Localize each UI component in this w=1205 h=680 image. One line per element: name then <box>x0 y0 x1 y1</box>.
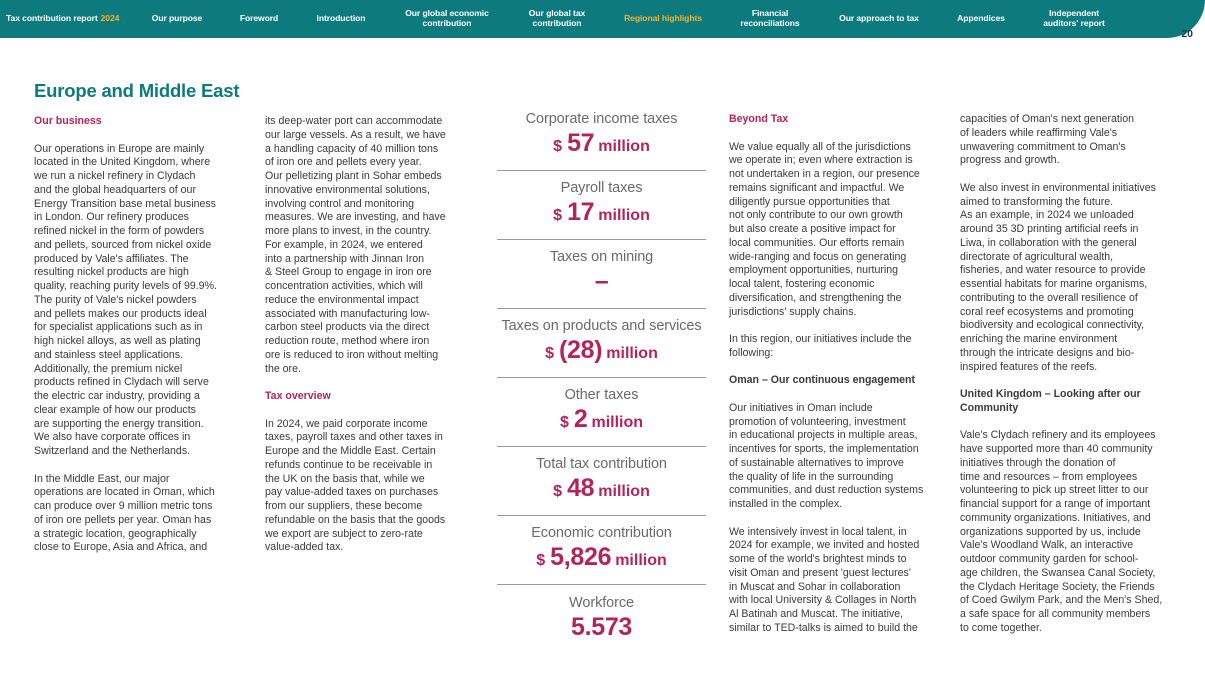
text-line: are supporting the energy transition. <box>34 417 204 430</box>
key-figures-panel <box>497 102 706 654</box>
text-line: resulting nickel products are high <box>34 266 189 279</box>
our-business-column <box>34 115 246 555</box>
figure-label: Taxes on products and services <box>501 318 702 334</box>
nav-label: Our global tax <box>528 7 586 18</box>
page-title: Europe and Middle East <box>34 80 240 101</box>
nav-financial-reconciliations[interactable] <box>724 0 816 36</box>
figure-label: Total tax contribution <box>536 456 667 472</box>
figure-currency: $ <box>545 345 555 362</box>
figure-workforce <box>497 585 706 654</box>
nav-label: contribution <box>532 18 582 28</box>
text-line: and the global headquarters of our <box>34 183 196 196</box>
nav-label: Appendices <box>957 12 1005 23</box>
text-line: some of the world's brightest minds to <box>729 553 907 565</box>
figure-currency: $ <box>536 552 546 569</box>
nav-regional-highlights[interactable] <box>612 0 714 36</box>
figure-payroll-taxes <box>497 171 706 240</box>
oman-engagement-heading: Oman – Our continuous engagement <box>729 374 916 387</box>
figure-number: – <box>594 267 609 295</box>
text-line: Vale's Clydach refinery and its employees <box>960 429 1156 442</box>
text-line: incentives for sports, the implementation <box>729 443 919 455</box>
text-line: communities, and dust reduction systems <box>729 484 924 497</box>
text-line: refundable on the basis that the goods <box>265 513 446 526</box>
nav-label: Regional highlights <box>624 12 702 23</box>
text-line: can produce over 9 million metric tons <box>34 500 213 512</box>
clydach-community-paragraph <box>960 429 1175 635</box>
text-line: community organizations. Initiatives, and <box>960 511 1151 524</box>
nav-global-tax-contribution[interactable] <box>510 0 604 36</box>
figure-currency: $ <box>553 483 563 500</box>
text-line: in educational projects in multiple areas, <box>729 429 918 442</box>
figure-economic-contribution <box>497 516 706 585</box>
text-line: with local University & Collages in North <box>729 594 917 607</box>
figure-value <box>595 266 609 300</box>
text-line: we operate in; even where extraction is <box>729 154 913 167</box>
text-line: reduce the environmental impact <box>265 293 419 306</box>
figure-other-taxes <box>497 378 706 447</box>
text-line: Switzerland and the Netherlands. <box>34 445 191 457</box>
report-year: 2024 <box>100 12 120 23</box>
text-line: value-added tax. <box>265 541 344 554</box>
report-title-text: Tax contribution report <box>6 12 98 23</box>
text-line: similar to TED-talks is aimed to build the <box>729 621 918 634</box>
figure-unit: million <box>598 207 650 224</box>
region-initiatives-intro <box>729 333 939 361</box>
text-line: the electric car industry, providing a <box>34 390 200 402</box>
our-business-heading: Our business <box>34 115 102 127</box>
text-line: Energy Transition base metal business <box>34 197 216 210</box>
text-line: diversification, and strengthening the <box>729 291 902 304</box>
text-line: For example, in 2024, we entered <box>265 238 423 251</box>
figure-unit: million <box>598 483 650 500</box>
text-line: and stainless steel applications. <box>34 348 183 361</box>
text-line: for specialist applications such as in <box>34 321 203 334</box>
page-number: 20 <box>1181 28 1193 40</box>
text-line: Our initiatives in Oman include <box>729 401 873 414</box>
text-line: time and resources – from employees <box>960 470 1138 483</box>
text-line: not undertaken in a region, our presence <box>729 168 920 180</box>
text-line: biodiversity and ecological connectivity, <box>960 319 1145 332</box>
text-line: Our pelletizing plant in Sohar embeds <box>265 170 442 182</box>
text-line: coral reef ecosystems and promoting <box>960 305 1134 318</box>
text-line: In this region, our initiatives include the <box>729 333 912 345</box>
text-line: employment opportunities, nurturing <box>729 264 899 277</box>
text-line: aimed to transforming the future. <box>960 195 1114 208</box>
text-line: of Coed Gwilym Park, and the Men's Shed, <box>960 594 1163 607</box>
text-line: more plans to invest, in the country. <box>265 225 432 237</box>
figure-value <box>553 473 650 507</box>
text-line: we run a nickel refinery in Clydach <box>34 170 196 182</box>
nav-label: Financial <box>751 7 789 18</box>
figure-label: Workforce <box>569 594 634 611</box>
figure-currency: $ <box>553 207 563 224</box>
figure-value <box>571 612 632 646</box>
nav-label: Independent <box>1049 7 1099 18</box>
text-line: We also invest in environmental initiatives <box>960 181 1156 194</box>
text-line: in Muscat and Sohar in collaboration <box>729 580 901 593</box>
text-line: inspired features of the reefs. <box>960 360 1098 373</box>
figure-number: 57 <box>567 129 595 157</box>
text-line: local talent, fostering economic <box>729 278 875 290</box>
figure-value <box>553 128 650 162</box>
text-line: of iron ore pellets per year. Oman has <box>34 513 212 526</box>
text-line: taxes, payroll taxes and other taxes in <box>265 431 443 444</box>
text-line: diligently pursue opportunities that <box>729 195 890 208</box>
text-line: pay value-added taxes on purchases <box>265 486 439 499</box>
uk-community-heading <box>960 388 1175 416</box>
nav-label: Our global economic <box>405 7 489 18</box>
nav-label: auditors' report <box>1043 18 1105 28</box>
text-line: our large vessels. As a result, we have <box>265 128 446 141</box>
text-line: We intensively invest in local talent, in <box>729 525 907 538</box>
text-line: visit Oman and present 'guest lectures' <box>729 566 911 579</box>
figure-number: 5.573 <box>570 612 633 641</box>
text-line: capacities of Oman's next generation <box>960 113 1134 125</box>
text-line: to come together. <box>960 621 1042 634</box>
text-line: progress and growth. <box>960 154 1060 167</box>
text-line: ore is reduced to iron without melting <box>265 348 439 361</box>
top-navigation-bar <box>0 0 1205 38</box>
text-line: Community <box>960 401 1019 414</box>
figure-unit: million <box>615 552 667 569</box>
text-line: enriching the marine environment <box>960 333 1118 345</box>
figure-unit: million <box>591 414 644 431</box>
figure-value <box>545 335 658 369</box>
oman-operations-paragraph <box>265 115 477 376</box>
text-line: Europe and the Middle East. Certain <box>265 445 436 457</box>
figure-number: 2 <box>573 405 588 433</box>
text-line: high nickel alloys, as well as plating <box>34 335 201 347</box>
text-line: have supported more than 40 community <box>960 443 1153 455</box>
figure-value <box>553 197 650 231</box>
text-line: essential habitats for marine organisms, <box>960 278 1148 290</box>
nav-approach-to-tax[interactable] <box>826 0 932 36</box>
figure-taxes-on-mining <box>497 240 706 309</box>
text-line: and pellets makes our products ideal <box>34 307 207 320</box>
text-line: volunteering to pick up street litter to our <box>960 484 1149 497</box>
nav-appendices[interactable] <box>942 0 1020 36</box>
figure-number: (28) <box>559 336 603 364</box>
text-line: a safe space for all community members <box>960 608 1151 620</box>
text-line: from our suppliers, these become <box>265 500 423 512</box>
text-line: contributing to the overall resilience of <box>960 291 1138 304</box>
text-line: reduction route, method where iron <box>265 335 430 347</box>
text-line: Additionally, the premium nickel <box>34 362 183 375</box>
nav-label: Our purpose <box>151 12 203 23</box>
text-line: jurisdictions' supply chains. <box>729 305 857 318</box>
our-business-paragraph-2 <box>34 473 246 556</box>
figure-currency: $ <box>559 414 569 431</box>
text-line: United Kingdom – Looking after our <box>960 388 1141 400</box>
community-column <box>960 113 1175 636</box>
text-line: into a partnership with Jinnan Iron <box>265 252 424 265</box>
environmental-initiatives-paragraph <box>960 182 1175 375</box>
tax-overview-paragraph <box>265 418 477 556</box>
text-line: the ore. <box>265 362 301 375</box>
text-line: promotion of volunteering, investment <box>729 415 906 428</box>
text-line: close to Europe, Asia and Africa, and <box>34 541 208 554</box>
beyond-tax-paragraph <box>729 141 939 320</box>
text-line: products refined in Clydach will serve <box>34 376 209 389</box>
text-line: not only contribute to our own growth <box>729 209 903 222</box>
text-line: the Clydach Heritage Society, the Friends <box>960 580 1155 593</box>
text-line: concentration activities, which will <box>265 280 423 292</box>
beyond-tax-heading: Beyond Tax <box>729 113 789 125</box>
text-line: As an example, in 2024 we unloaded <box>960 209 1134 222</box>
text-line: & Steel Group to engage in iron ore <box>265 266 432 279</box>
text-line: and pellets, sourced from nickel oxide <box>34 238 212 251</box>
text-line: the quality of life in the surrounding <box>729 470 894 483</box>
nav-label: reconciliations <box>740 18 800 28</box>
text-line: refunds continue to be receivable in <box>265 458 433 471</box>
text-line: quality, reaching purity levels of 99.9%. <box>34 280 217 292</box>
text-line: carbon steel products via the direct <box>265 321 430 334</box>
tax-overview-heading: Tax overview <box>265 390 331 402</box>
text-line: We value equally all of the jurisdictions <box>729 140 911 153</box>
text-line: around 35 3D printing artificial reefs in <box>960 223 1139 235</box>
figure-label: Other taxes <box>564 387 639 403</box>
text-line: but also create a positive impact for <box>729 223 896 235</box>
text-line: local communities. Our efforts remain <box>729 236 905 249</box>
text-line: associated with manufacturing low- <box>265 307 430 320</box>
figure-value <box>560 404 643 438</box>
nav-global-economic-contribution[interactable] <box>392 0 502 36</box>
text-line: 2024 for example, we invited and hosted <box>729 539 920 552</box>
our-business-paragraph-1 <box>34 143 246 459</box>
nav-independent-auditors-report[interactable] <box>1028 0 1120 36</box>
text-line: Liwa, in collaboration with the general <box>960 236 1137 249</box>
text-line: directorate of agricultural wealth, <box>960 250 1114 263</box>
figure-unit: million <box>606 345 658 362</box>
text-line: its deep-water port can accommodate <box>265 115 443 127</box>
text-line: operations are located in Oman, which <box>34 486 215 499</box>
text-line: a handling capacity of 40 million tons <box>265 142 439 155</box>
figure-corporate-income-taxes <box>497 102 706 171</box>
nav-label: Foreword <box>239 12 279 23</box>
text-line: organizations supported by us, include <box>960 525 1141 538</box>
text-line: initiatives through the donation of <box>960 456 1116 469</box>
figure-taxes-on-products-services <box>497 309 706 378</box>
oman-leaders-paragraph <box>960 113 1175 168</box>
text-line: we export are subject to zero-rate <box>265 527 423 540</box>
figure-unit: million <box>598 138 650 155</box>
figure-number: 48 <box>567 474 595 502</box>
figure-label: Corporate income taxes <box>525 111 678 127</box>
text-line: measures. We are investing, and have <box>265 211 446 224</box>
figure-value <box>536 542 667 576</box>
text-line: located in the United Kingdom, where <box>34 156 211 169</box>
text-line: outdoor community garden for school- <box>960 553 1139 565</box>
nav-foreword[interactable] <box>220 0 298 36</box>
text-line: In the Middle East, our major <box>34 472 170 485</box>
figure-number: 17 <box>567 198 595 226</box>
text-line: through the intricate designs and bio- <box>960 346 1135 359</box>
oman-initiatives-paragraph <box>729 402 939 512</box>
text-line: Vale's Woodland Walk, an interactive <box>960 539 1134 552</box>
text-line: involving control and monitoring <box>265 197 414 210</box>
local-talent-paragraph <box>729 526 939 636</box>
text-line: We also have corporate offices in <box>34 431 191 444</box>
text-line: of iron ore and pellets every year. <box>265 156 422 169</box>
nav-label: Our approach to tax <box>839 12 919 23</box>
figure-number: 5,826 <box>550 543 612 571</box>
nav-label: contribution <box>422 18 472 28</box>
text-line: of sustainable alternatives to improve <box>729 456 904 469</box>
text-line: installed in the complex. <box>729 498 843 510</box>
text-line: fisheries, and water resource to provide <box>960 264 1146 277</box>
text-line: in London. Our refinery produces <box>34 211 189 224</box>
text-line: refined nickel in the form of powders <box>34 225 205 237</box>
text-line: following: <box>729 346 774 359</box>
figure-total-tax-contribution <box>497 447 706 516</box>
text-line: innovative environmental solutions, <box>265 183 430 196</box>
oman-tax-overview-column <box>265 115 477 555</box>
nav-report-title[interactable] <box>6 0 136 36</box>
figure-label: Taxes on mining <box>549 249 654 265</box>
nav-label: Introduction <box>316 12 366 23</box>
text-line: unwavering commitment to Oman's <box>960 140 1126 153</box>
nav-introduction[interactable] <box>300 0 382 36</box>
text-line: financial support for a range of important <box>960 498 1151 510</box>
text-line: Our operations in Europe are mainly <box>34 142 205 155</box>
text-line: In 2024, we paid corporate income <box>265 417 428 430</box>
text-line: The purity of Vale's nickel powders <box>34 293 197 306</box>
figure-currency: $ <box>553 138 563 155</box>
text-line: Al Batinah and Muscat. The initiative, <box>729 608 904 620</box>
beyond-tax-column <box>729 113 939 636</box>
text-line: a strategic location, geographically <box>34 527 197 540</box>
figure-label: Economic contribution <box>531 525 672 541</box>
text-line: produced by Vale's affiliates. The <box>34 252 189 265</box>
text-line: the UK on the basis that, while we <box>265 472 425 485</box>
text-line: age children, the Swansea Canal Society, <box>960 566 1156 579</box>
nav-our-purpose[interactable] <box>137 0 217 36</box>
figure-label: Payroll taxes <box>560 180 643 196</box>
text-line: wide-ranging and focus on generating <box>729 250 907 263</box>
text-line: clear example of how our products <box>34 403 196 416</box>
text-line: remains significant and impactful. We <box>729 181 905 194</box>
text-line: of leaders while reaffirming Vale's <box>960 126 1118 139</box>
